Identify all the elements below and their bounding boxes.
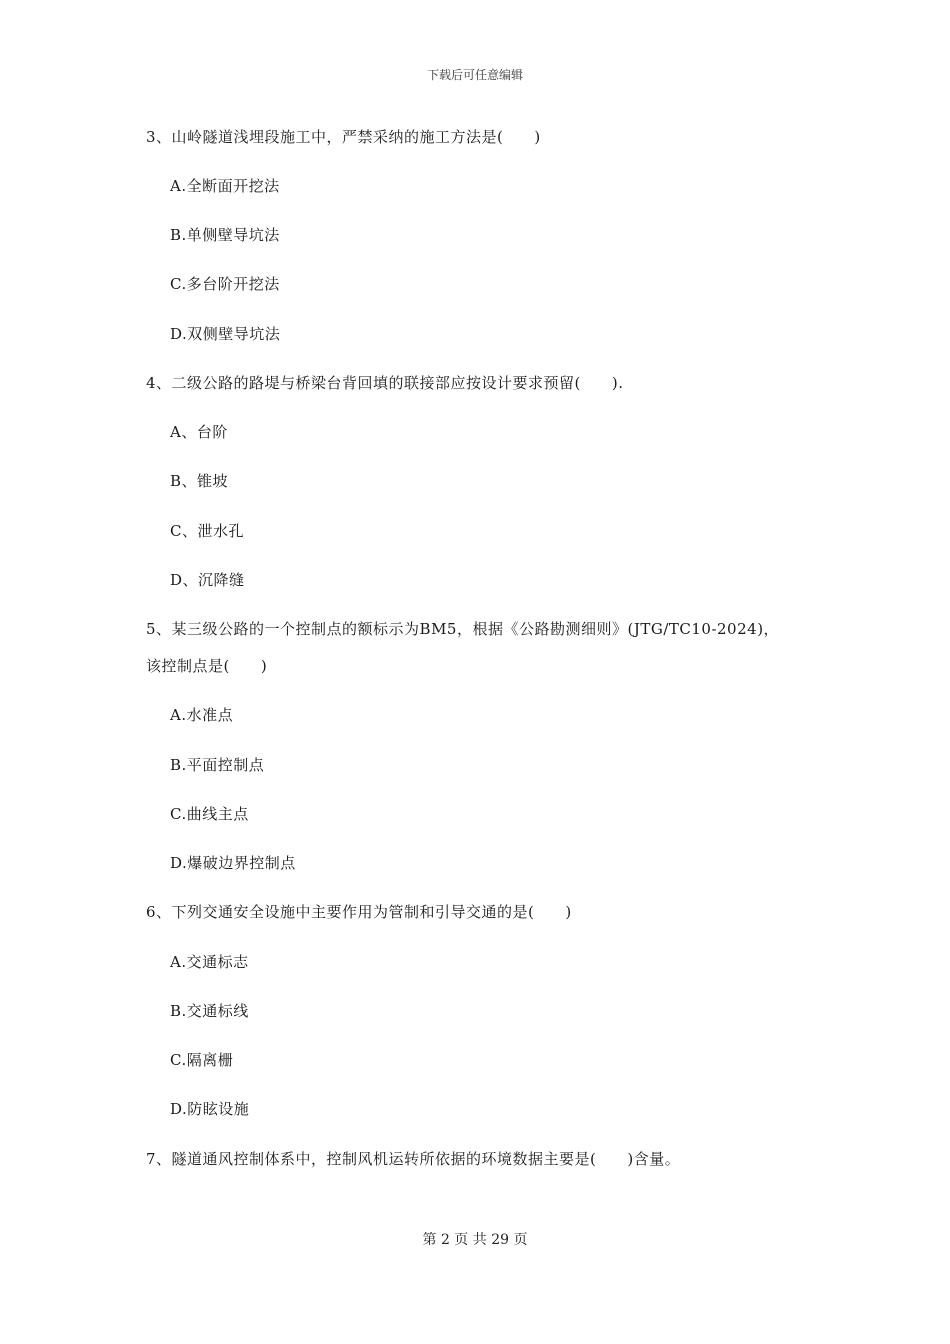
answer-option[interactable]: A.水准点: [170, 706, 234, 724]
question-stem: 6、下列交通安全设施中主要作用为管制和引导交通的是( ): [146, 903, 572, 921]
question-stem-continued: 该控制点是( ): [146, 657, 268, 675]
answer-option[interactable]: D.防眩设施: [170, 1100, 250, 1118]
question-stem: 4、二级公路的路堤与桥梁台背回填的联接部应按设计要求预留( ).: [146, 374, 624, 392]
answer-option[interactable]: D.爆破边界控制点: [170, 854, 296, 872]
answer-option[interactable]: B、锥坡: [170, 472, 229, 490]
answer-option[interactable]: B.平面控制点: [170, 756, 265, 774]
answer-option[interactable]: A、台阶: [170, 423, 228, 441]
question-stem: 5、某三级公路的一个控制点的额标示为BM5，根据《公路勘测细则》(JTG/TC10-2024)，: [146, 620, 780, 638]
answer-option[interactable]: A.全断面开挖法: [170, 177, 280, 195]
answer-option[interactable]: C.曲线主点: [170, 805, 249, 823]
answer-option[interactable]: A.交通标志: [170, 953, 249, 971]
page-header: 下载后可任意编辑: [426, 68, 523, 82]
answer-option[interactable]: D、沉降缝: [170, 571, 245, 589]
page-footer: 第 2 页 共 29 页: [422, 1232, 528, 1248]
answer-option[interactable]: D.双侧壁导坑法: [170, 325, 281, 343]
answer-option[interactable]: C、泄水孔: [170, 522, 244, 540]
answer-option[interactable]: B.交通标线: [170, 1002, 249, 1020]
answer-option[interactable]: B.单侧壁导坑法: [170, 226, 280, 244]
answer-option[interactable]: C.多台阶开挖法: [170, 275, 280, 293]
question-stem: 3、山岭隧道浅埋段施工中，严禁采纳的施工方法是( ): [146, 128, 541, 146]
answer-option[interactable]: C.隔离栅: [170, 1051, 234, 1069]
question-stem: 7、隧道通风控制体系中，控制风机运转所依据的环境数据主要是( )含量。: [146, 1150, 681, 1168]
